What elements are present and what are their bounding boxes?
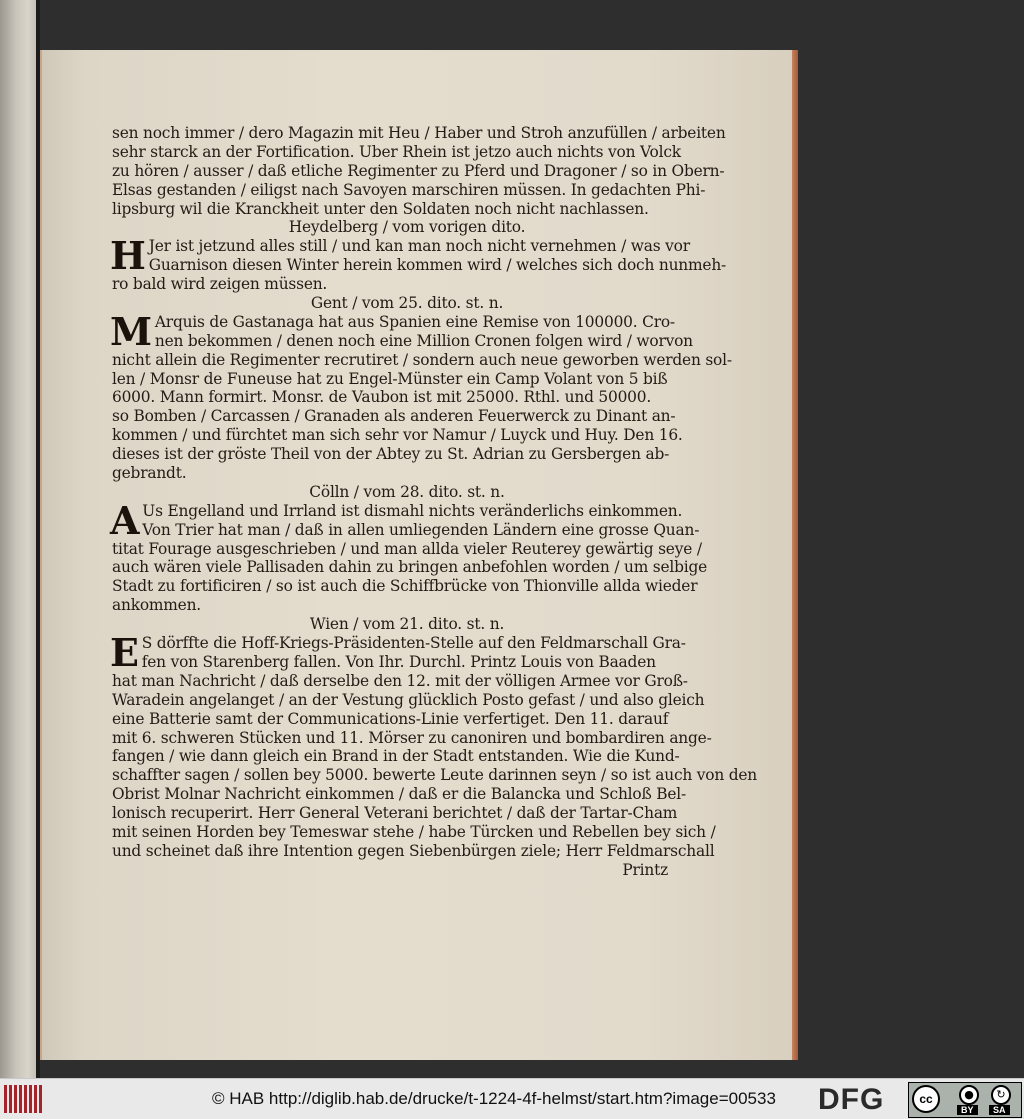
- license-badge[interactable]: [908, 1082, 1022, 1118]
- text-line: S dörffte die Hoff-Kriegs-Präsidenten-Stelle auf den Feldmarschall Gra-: [141, 634, 686, 653]
- dropcap: H: [110, 233, 146, 279]
- text-line: auch wären viele Pallisaden dahin zu bringen anbefohlen worden / um selbige: [112, 558, 708, 577]
- text-line: mit 6. schweren Stücken und 11. Mörser zu canoniren und bombardiren ange-: [112, 728, 712, 747]
- paragraph-heydelberg: [110, 233, 727, 294]
- text-line: sen noch immer / dero Magazin mit Heu / Haber und Stroh anzufüllen / arbeiten: [112, 124, 726, 142]
- sa-label: SA: [989, 1105, 1010, 1115]
- page-edge: [792, 50, 798, 1060]
- text-line: ro bald wird zeigen müssen.: [112, 275, 328, 294]
- paragraph-colln: [110, 497, 708, 615]
- dropcap: A: [110, 497, 140, 543]
- text-line: hat man Nachricht / daß derselbe den 12. mit der völligen Armee vor Groß-: [112, 671, 688, 690]
- text-line: fangen / wie dann gleich ein Brand in der Stadt entstanden. Wie die Kund-: [112, 747, 680, 766]
- heading-gent: Gent / vom 25. dito. st. n.: [310, 294, 504, 313]
- text-line: und scheinet daß ihre Intention gegen Siebenbürgen ziele; Herr Feldmarschall: [112, 841, 715, 860]
- catchword: Printz: [622, 860, 668, 879]
- text-line: sehr starck an der Fortification. Uber Rhein ist jetzo auch nichts von Volck: [112, 142, 681, 161]
- text-line: lonisch recuperirt. Herr General Veterani berichtet / daß der Tartar-Cham: [112, 804, 678, 823]
- paragraph-philipsburg: [112, 124, 726, 218]
- text-line: eine Batterie samt der Communications-Linie verfertiget. Den 11. darauf: [112, 709, 669, 728]
- heading-colln: Cölln / vom 28. dito. st. n.: [309, 482, 505, 501]
- text-line: Guarnison diesen Winter herein kommen wird / welches sich doch nunmeh-: [148, 256, 727, 275]
- text-line: Stadt zu fortificiren / so ist auch die Schiffbrücke von Thionville allda wieder: [112, 577, 698, 596]
- text-line: Arquis de Gastanaga hat aus Spanien eine Remise von 100000. Cro-: [154, 312, 675, 331]
- text-line: gebrandt.: [112, 464, 187, 483]
- heading-wien: Wien / vom 21. dito. st. n.: [309, 615, 505, 634]
- text-line: Obrist Molnar Nachricht einkommen / daß er die Balancka und Schloß Bel-: [112, 785, 686, 804]
- cc-icon: cc: [912, 1085, 940, 1113]
- text-line: titat Fourage ausgeschrieben / und man allda vieler Reuterey gewärtig seye /: [112, 539, 702, 558]
- text-column: [110, 124, 758, 880]
- text-line: nicht allein die Regimenter recrutiret / sondern auch neue geworben werden sol-: [112, 350, 732, 369]
- text-line: so Bomben / Carcassen / Granaden als anderen Feuerwerck zu Dinant an-: [112, 407, 676, 426]
- text-line: lipsburg wil die Kranckheit unter den Soldaten noch nicht nachlassen.: [112, 199, 649, 218]
- text-line: zu hören / ausser / daß etliche Regimenter zu Pferd und Dragoner / so in Obern-: [112, 161, 725, 180]
- text-line: ankommen.: [112, 596, 201, 615]
- text-line: Waradein angelanget / an der Vestung glücklich Posto gefast / und also gleich: [112, 690, 705, 709]
- text-line: nen bekommen / denen noch eine Million Cronen folgen wird / worvon: [154, 331, 693, 350]
- text-line: Elsas gestanden / eiligst nach Savoyen marschiren müssen. In gedachten Phi-: [112, 180, 706, 199]
- dropcap: E: [110, 630, 139, 676]
- person-icon: ●: [959, 1085, 979, 1105]
- attribution-link[interactable]: © HAB http://diglib.hab.de/drucke/t-1224-4f-helmst/start.htm?image=00533: [212, 1089, 776, 1108]
- paragraph-gent: [110, 308, 732, 483]
- text-line: fen von Starenberg fallen. Von Ihr. Durchl. Printz Louis von Baaden: [141, 652, 656, 671]
- text-line: 6000. Mann formirt. Monsr. de Vaubon ist mit 25000. Rthl. und 50000.: [112, 388, 652, 407]
- dfg-logo: DFG: [818, 1083, 885, 1116]
- text-line: Us Engelland und Irrland ist dismahl nichts veränderlichs einkommen.: [142, 501, 683, 520]
- share-alike-icon: ↻: [991, 1085, 1011, 1105]
- text-line: kommen / und fürchtet man sich sehr vor Namur / Luyck und Huy. Den 16.: [112, 426, 683, 445]
- text-line: mit seinen Horden bey Temeswar stehe / habe Türcken und Rebellen bey sich /: [112, 822, 716, 841]
- heading-heydelberg: Heydelberg / vom vorigen dito.: [288, 218, 526, 237]
- text-line: Von Trier hat man / daß in allen umliegenden Ländern eine grosse Quan-: [142, 520, 700, 539]
- viewer-footer: [0, 1078, 1024, 1119]
- library-logo-icon: [4, 1085, 46, 1113]
- text-line: schaffter sagen / sollen bey 5000. bewerte Leute darinnen seyn / so ist auch von den: [112, 766, 758, 785]
- text-line: len / Monsr de Funeuse hat zu Engel-Münster ein Camp Volant von 5 biß: [112, 369, 668, 388]
- document-page: [40, 50, 792, 1060]
- paragraph-wien: [110, 630, 758, 861]
- dropcap: M: [110, 308, 152, 354]
- text-line: Jer ist jetzund alles still / und kan man noch nicht vernehmen / was vor: [148, 237, 690, 256]
- previous-page-edge: [0, 0, 40, 1078]
- text-line: dieses ist der gröste Theil von der Abtey zu St. Adrian zu Gersbergen ab-: [112, 445, 670, 464]
- by-label: BY: [957, 1105, 978, 1115]
